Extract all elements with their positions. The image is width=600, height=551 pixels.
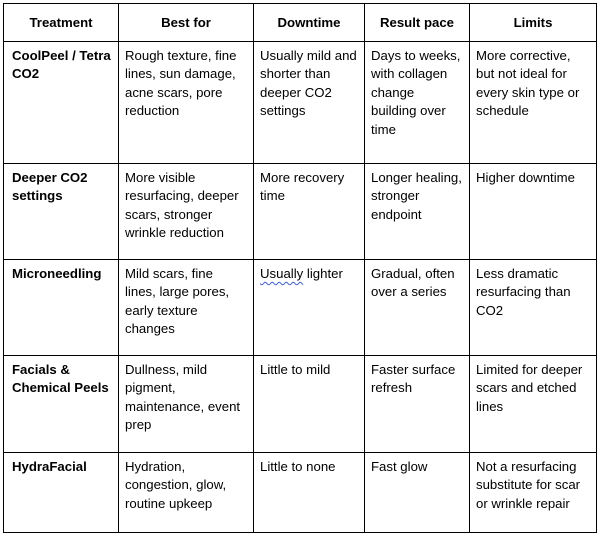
- limits-cell: Higher downtime: [470, 164, 597, 260]
- result-pace-cell: Gradual, often over a series: [365, 260, 470, 356]
- treatment-name: CoolPeel / Tetra CO2: [4, 42, 119, 164]
- table-row: [4, 260, 597, 356]
- best-for-cell: Hydration, congestion, glow, routine upkeep: [119, 453, 254, 533]
- result-pace-cell: Fast glow: [365, 453, 470, 533]
- limits-cell: Limited for deeper scars and etched lines: [470, 356, 597, 453]
- downtime-text: Usually mild and shorter than deeper CO2 settings: [260, 48, 357, 119]
- result-pace-cell: Days to weeks, with collagen change building over time: [365, 42, 470, 164]
- result-pace-cell: Faster surface refresh: [365, 356, 470, 453]
- treatment-comparison-table: [3, 3, 597, 533]
- limits-cell: Less dramatic resurfacing than CO2: [470, 260, 597, 356]
- downtime-cell: [254, 164, 365, 260]
- downtime-text: lighter: [303, 266, 343, 281]
- result-pace-cell: Longer healing, stronger endpoint: [365, 164, 470, 260]
- table-row: [4, 356, 597, 453]
- table-header-row: [4, 4, 597, 42]
- downtime-text: Little to mild: [260, 362, 331, 377]
- column-header-limits: Limits: [470, 4, 597, 42]
- best-for-cell: Mild scars, fine lines, large pores, early texture changes: [119, 260, 254, 356]
- limits-cell: More corrective, but not ideal for every skin type or schedule: [470, 42, 597, 164]
- downtime-text: Little to none: [260, 459, 336, 474]
- treatment-name: HydraFacial: [4, 453, 119, 533]
- downtime-cell: [254, 42, 365, 164]
- downtime-cell: [254, 356, 365, 453]
- best-for-cell: Rough texture, fine lines, sun damage, acne scars, pore reduction: [119, 42, 254, 164]
- treatment-name: Facials & Chemical Peels: [4, 356, 119, 453]
- treatment-name: Deeper CO2 settings: [4, 164, 119, 260]
- spellcheck-flagged-word: Usually: [260, 266, 304, 281]
- treatment-name: Microneedling: [4, 260, 119, 356]
- downtime-text: More recovery time: [260, 170, 345, 204]
- downtime-cell: [254, 260, 365, 356]
- column-header-result-pace: Result pace: [365, 4, 470, 42]
- table-row: [4, 453, 597, 533]
- table-row: [4, 42, 597, 164]
- column-header-downtime: Downtime: [254, 4, 365, 42]
- best-for-cell: More visible resurfacing, deeper scars, stronger wrinkle reduction: [119, 164, 254, 260]
- column-header-treatment: Treatment: [4, 4, 119, 42]
- table-row: [4, 164, 597, 260]
- downtime-cell: [254, 453, 365, 533]
- best-for-cell: Dullness, mild pigment, maintenance, event prep: [119, 356, 254, 453]
- limits-cell: Not a resurfacing substitute for scar or wrinkle repair: [470, 453, 597, 533]
- column-header-best-for: Best for: [119, 4, 254, 42]
